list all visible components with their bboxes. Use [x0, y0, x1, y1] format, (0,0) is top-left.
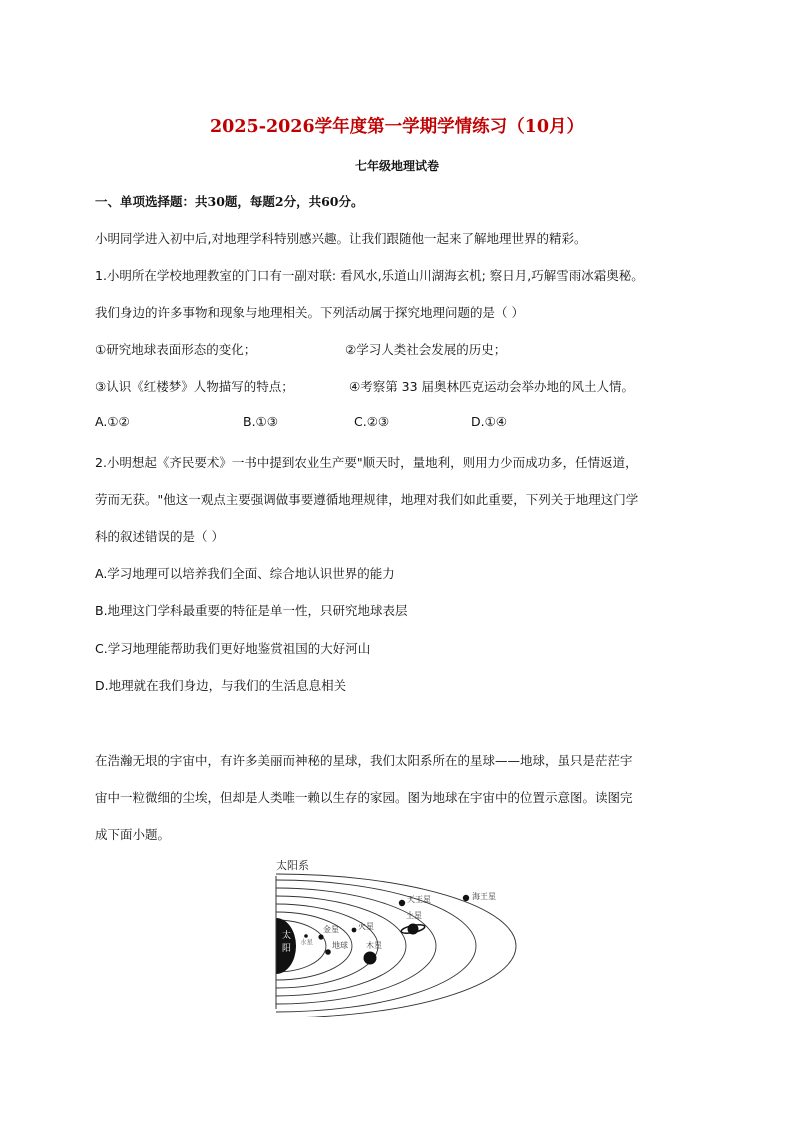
- venus-label: 金星: [323, 925, 339, 934]
- question-2-option-d: D.地理就在我们身边，与我们的生活息息相关: [95, 678, 347, 693]
- question-2-stem-line-3: 科的叙述错误的是（ ）: [95, 529, 224, 544]
- question-1-item-2: ②学习人类社会发展的历史；: [345, 342, 507, 357]
- neptune-label: 海王星: [472, 892, 496, 901]
- intro-paragraph-2-line-3: 成下面小题。: [95, 827, 171, 842]
- diagram-title: 太阳系: [276, 859, 309, 872]
- question-1-item-1: ①研究地球表面形态的变化；: [95, 342, 257, 357]
- venus-dot: [318, 934, 323, 939]
- sun-label-top: 太: [282, 931, 292, 941]
- saturn-label: 土星: [406, 911, 422, 920]
- mars-dot: [352, 928, 357, 933]
- earth-label: 地球: [332, 941, 348, 950]
- question-1-stem-line-2: 我们身边的许多事物和现象与地理相关。下列活动属于探究地理问题的是（ ）: [95, 305, 524, 320]
- uranus-label: 天王星: [407, 895, 431, 904]
- question-2-option-b: B.地理这门学科最重要的特征是单一性，只研究地球表层: [95, 603, 408, 618]
- jupiter-label: 木星: [366, 941, 382, 950]
- document-subtitle: 七年级地理试卷: [354, 159, 439, 173]
- question-2-option-a: A.学习地理可以培养我们全面、综合地认识世界的能力: [95, 566, 395, 581]
- solar-system-diagram: [262, 852, 532, 1017]
- question-1-stem-line-1: 1.小明所在学校地理教室的门口有一副对联: 看风水,乐道山川湖海玄机; 察日月,巧解雪雨冰霜奥秘。: [95, 268, 644, 283]
- section-heading: 一、单项选择题：共30题，每题2分，共60分。: [95, 194, 364, 209]
- intro-paragraph-2-line-2: 宙中一粒微细的尘埃，但却是人类唯一赖以生存的家园。图为地球在宇宙中的位置示意图。读图完: [95, 790, 633, 805]
- question-1-option-a: A.①②: [95, 414, 130, 429]
- uranus-dot: [399, 900, 405, 906]
- neptune-dot: [463, 895, 469, 901]
- document-title: 2025-2026学年度第一学期学情练习（10月）: [209, 117, 585, 137]
- question-1-item-3: ③认识《红楼梦》人物描写的特点；: [95, 379, 294, 394]
- intro-paragraph-2-line-1: 在浩瀚无垠的宇宙中，有许多美丽而神秘的星球，我们太阳系所在的星球——地球，虽只是茫茫宇: [95, 753, 633, 768]
- question-2-stem-line-1: 2.小明想起《齐民要术》一书中提到农业生产要"顺天时，量地利，则用力少而成功多，任情返道，: [95, 455, 638, 470]
- question-1-option-d: D.①④: [471, 414, 508, 429]
- question-2-stem-line-2: 劳而无获。"他这一观点主要强调做事要遵循地理规律，地理对我们如此重要，下列关于地理这门学: [95, 492, 639, 507]
- question-1-item-4: ④考察第 33 届奥林匹克运动会举办地的风土人情。: [349, 379, 635, 394]
- question-1-option-c: C.②③: [354, 414, 390, 429]
- earth-dot: [325, 949, 331, 955]
- jupiter-dot: [364, 952, 377, 965]
- question-1-option-b: B.①③: [243, 414, 278, 429]
- sun-label-bottom: 阳: [282, 944, 292, 954]
- intro-paragraph-1: 小明同学进入初中后,对地理学科特别感兴趣。让我们跟随他一起来了解地理世界的精彩。: [95, 231, 587, 246]
- mars-label: 火星: [358, 922, 374, 931]
- mercury-label: 水星: [300, 938, 313, 946]
- question-2-option-c: C.学习地理能帮助我们更好地鉴赏祖国的大好河山: [95, 641, 371, 656]
